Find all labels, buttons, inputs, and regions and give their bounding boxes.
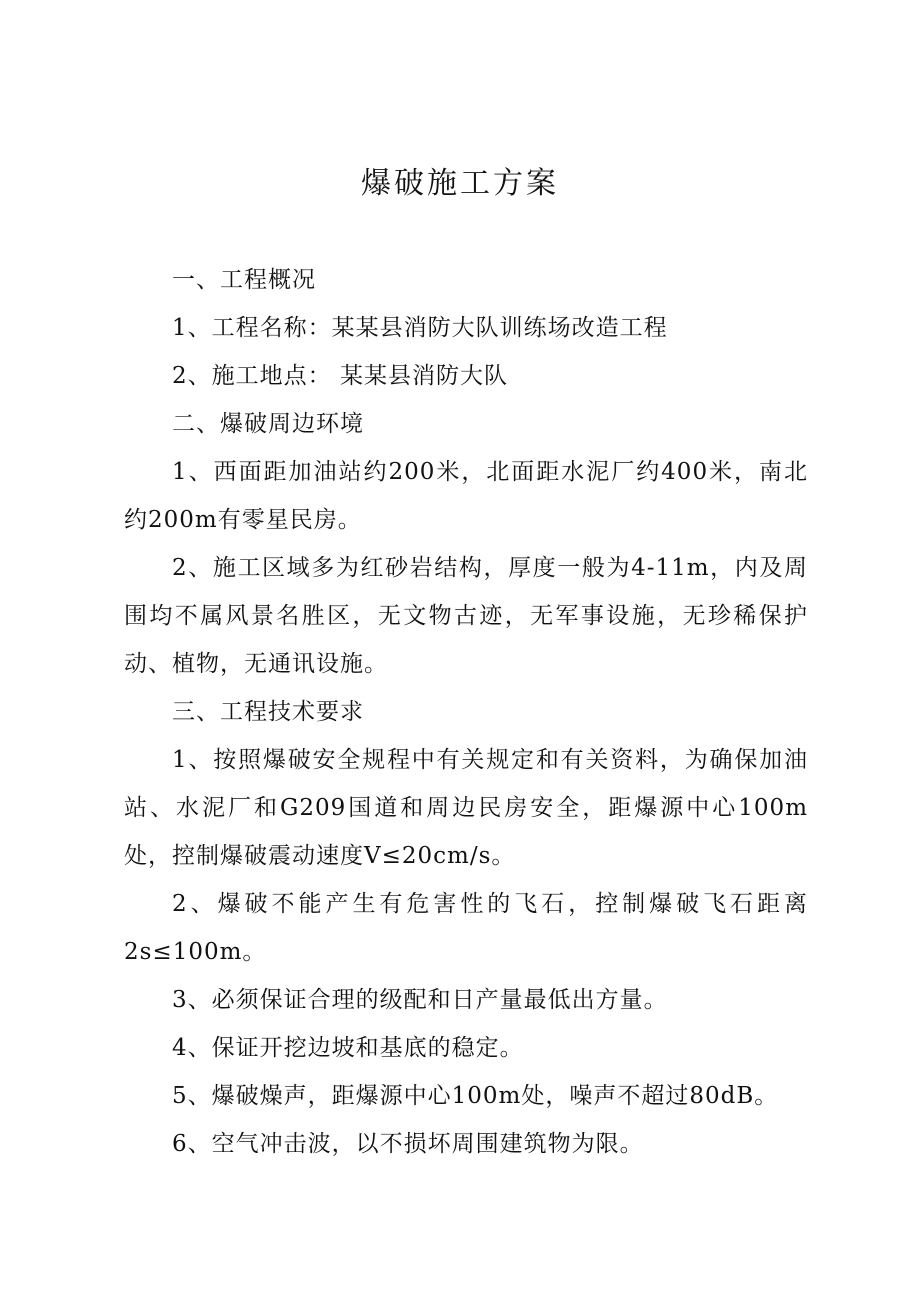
requirement-item-3: 3、必须保证合理的级配和日产量最低出方量。 [172,987,668,1013]
document-body [124,256,808,1168]
requirement-item-2: 2、爆破不能产生有危害性的飞石，控制爆破飞石距离2s≤100m。 [124,891,808,965]
construction-site: 2、施工地点： 某某县消防大队 [172,363,508,389]
section-heading-requirements: 三、工程技术要求 [172,699,364,725]
project-name: 1、工程名称：某某县消防大队训练场改造工程 [172,315,668,341]
requirement-item-6: 6、空气冲击波，以不损坏周围建筑物为限。 [172,1131,644,1157]
section-heading-environment: 二、爆破周边环境 [172,411,364,437]
document-title: 爆破施工方案 [361,166,559,201]
environment-item-2: 2、施工区域多为红砂岩结构，厚度一般为4-11m，内及周围均不属风景名胜区，无文物古迹，无军事设施，无珍稀保护动、植物，无通讯设施。 [124,555,808,677]
requirement-item-5: 5、爆破燥声，距爆源中心100m处，噪声不超过80dB。 [172,1083,779,1109]
environment-item-1: 1、西面距加油站约200米，北面距水泥厂约400米，南北约200m有零星民房。 [124,459,808,533]
requirement-item-4: 4、保证开挖边坡和基底的稳定。 [172,1035,524,1061]
section-heading-overview: 一、工程概况 [172,267,316,293]
requirement-item-1: 1、按照爆破安全规程中有关规定和有关资料，为确保加油站、水泥厂和G209国道和周边民房安全，距爆源中心100m处，控制爆破震动速度V≤20cm/s。 [124,747,808,869]
